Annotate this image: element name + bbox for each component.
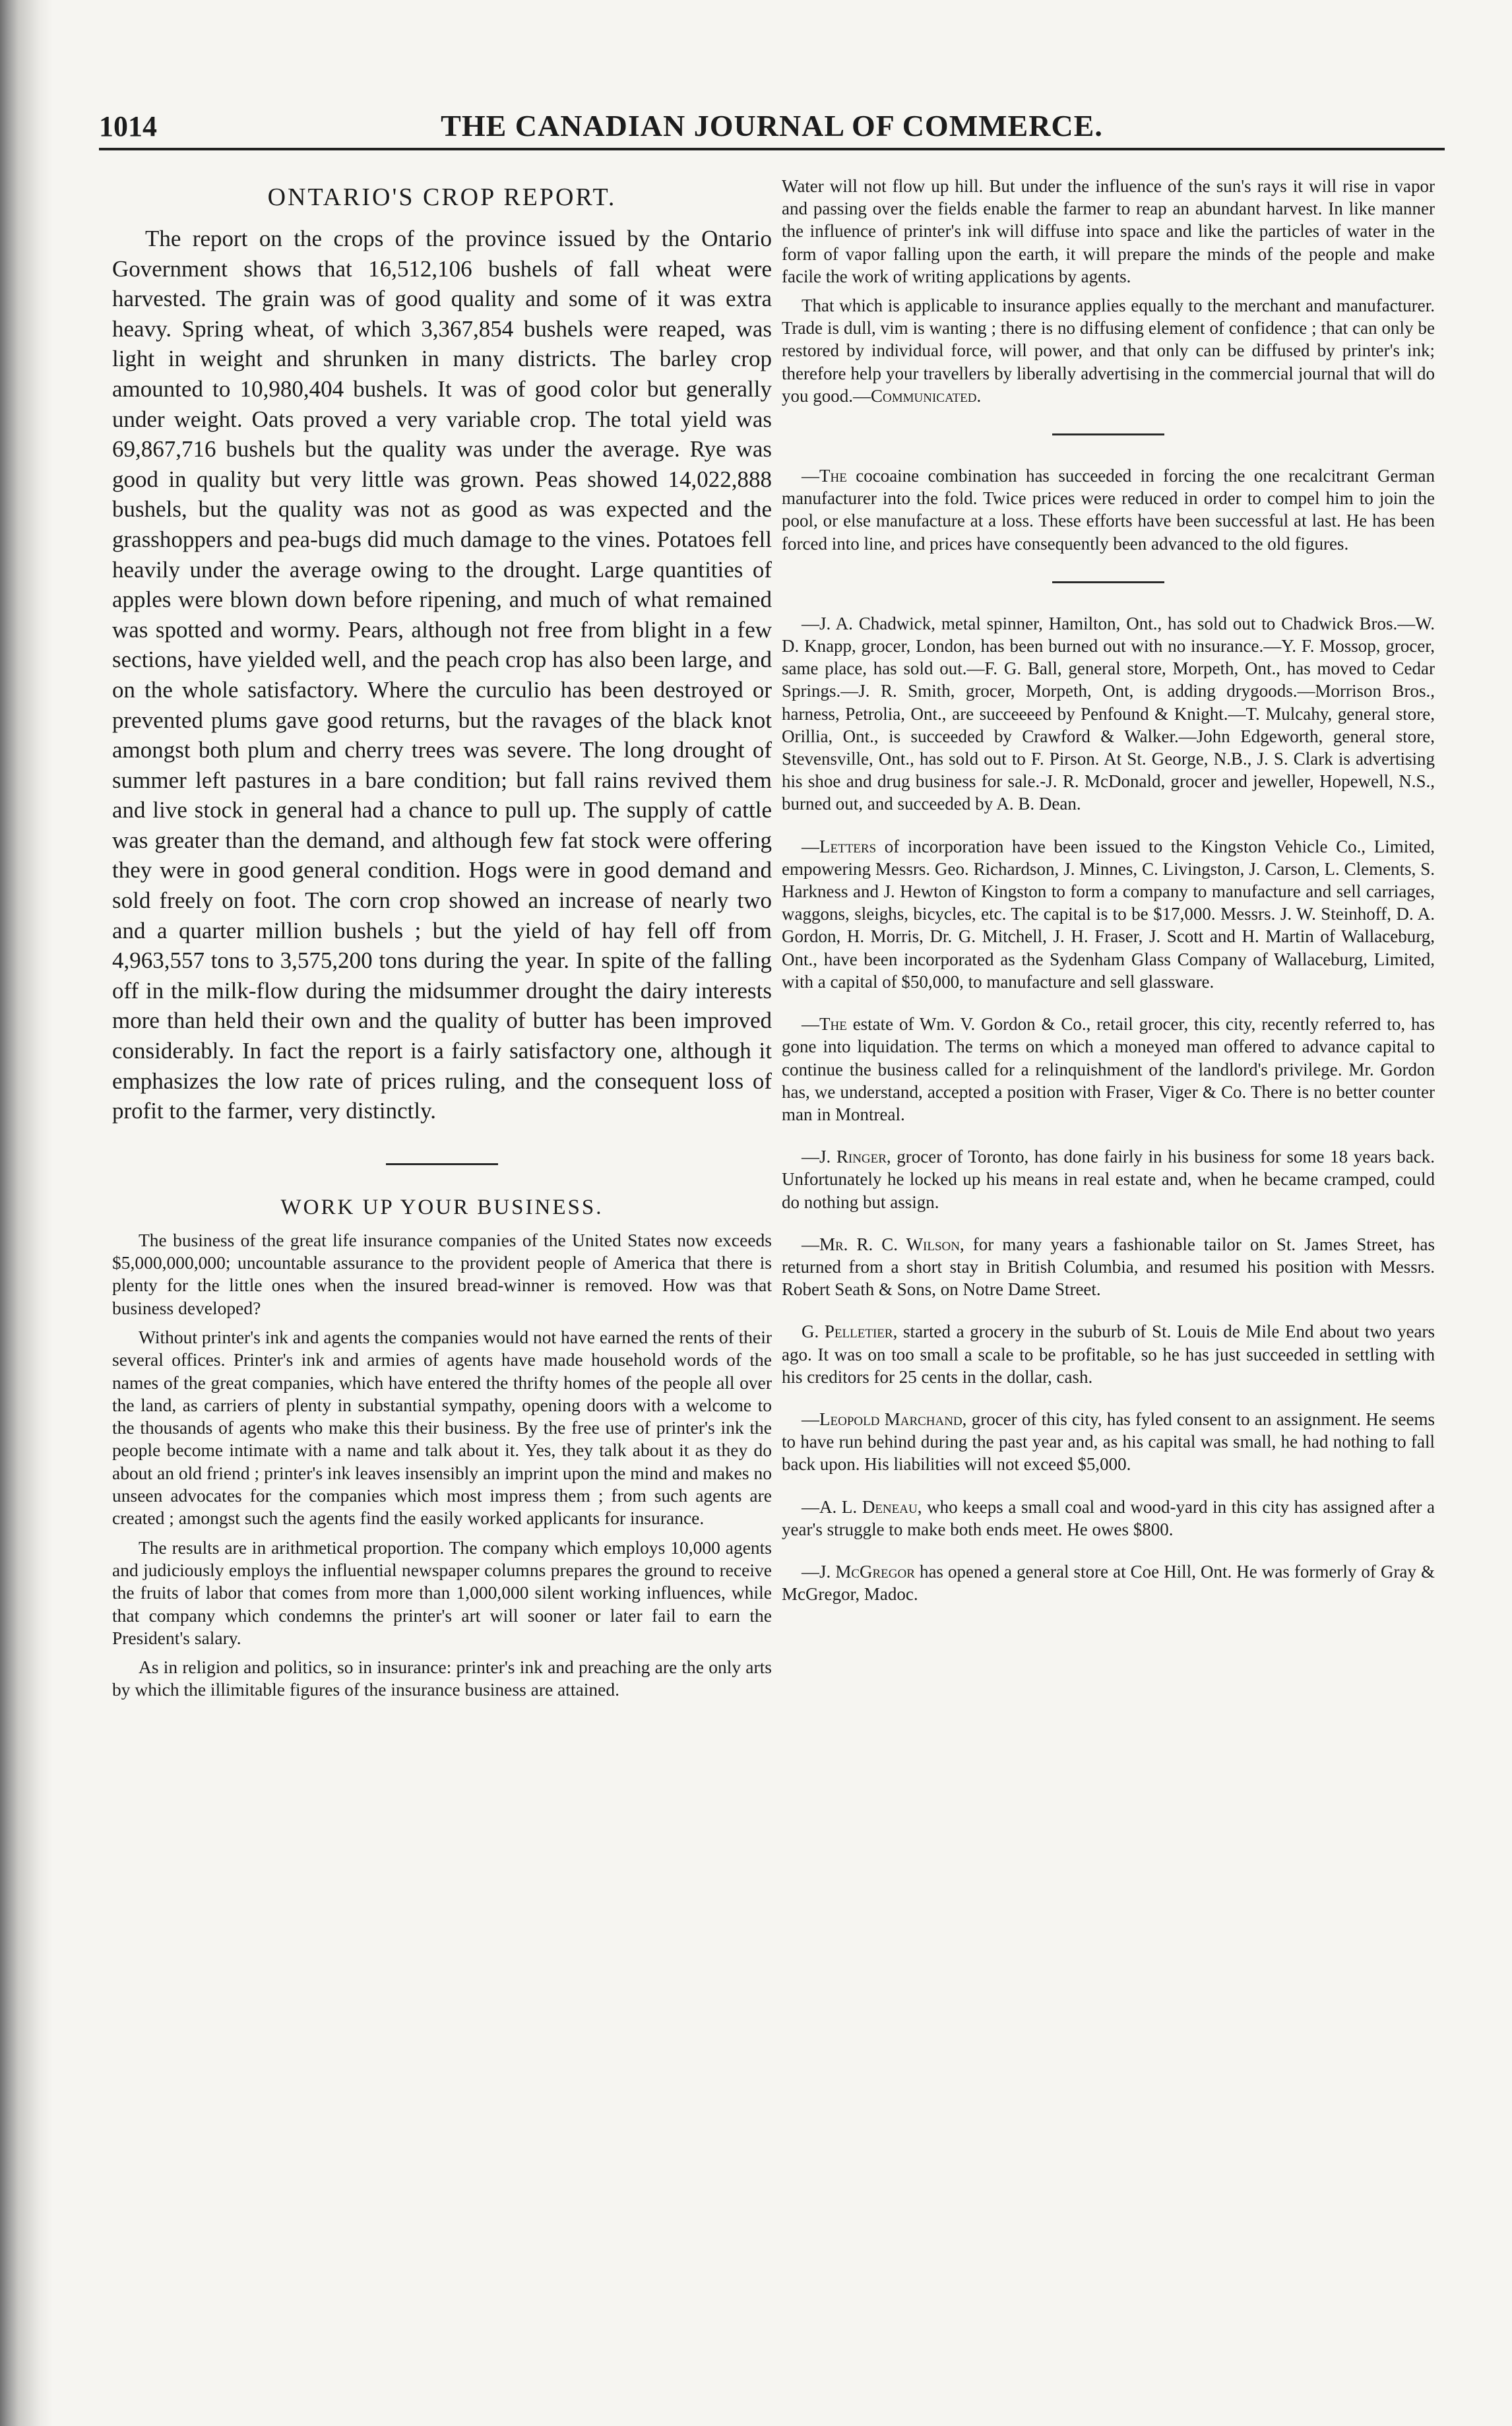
marchand-item (782, 1408, 1435, 1476)
gordon-lead: —The (802, 1014, 847, 1035)
cocoaine-lead: —The (802, 466, 847, 486)
wilson-item (782, 1233, 1435, 1301)
gordon-text: estate of Wm. V. Gordon & Co., retail grocer, this city, recently referred to, has gone into liquidation. The terms on which a moneyed man offered to advance capital to continue the business called for a relinquishment of the landlord's privilege. Mr. Gordon has, we understand, accepted a position with Fraser, Viger & Co. There is no better counter man in Montreal. (782, 1014, 1435, 1124)
pelletier-text: started a grocery in the suburb of St. Louis de Mile End about two years ago. It was on too small a scale to be profitable, so he has just succeeded in settling with his creditors for 25 cents in the dollar, cash. (782, 1322, 1435, 1387)
work-up-continuation-2 (782, 294, 1435, 407)
ringer-lead: —J. Ringer, (802, 1147, 891, 1167)
work-up-paragraph-3: The results are in arithmetical proportion. The company which employs 10,000 agents and judiciously employs the influential newspaper columns prepares the ground to receive the fruits of labor that comes from more than 1,000,000 silent working influences, while that company which condemns the printer's art will sooner or later fail to earn the President's salary. (112, 1537, 772, 1648)
deneau-item (782, 1496, 1435, 1541)
binding-shadow (0, 0, 53, 2426)
ringer-text: grocer of Toronto, has done fairly in his business for some 18 years back. Unfortunately he locked up his means in real estate and, when he became cramped, could do nothing but assign. (782, 1147, 1435, 1212)
page-number: 1014 (99, 110, 157, 143)
work-up-continuation-2-text: That which is applicable to insurance applies equally to the merchant and manufacturer. Trade is dull, vim is wanting ; there is no diffusing element of confidence ; that can only be restored by individual force, will power, and that only can be diffused by printer's ink; therefore help your travellers by liberally advertising in the commercial journal that will do you good. (782, 296, 1435, 406)
crop-report-heading: ONTARIO'S CROP REPORT. (267, 183, 617, 211)
cocoaine-item (782, 464, 1435, 555)
pelletier-lead: G. Pelletier, (802, 1322, 898, 1342)
page-header (99, 104, 1445, 150)
deneau-lead: —A. L. Deneau, (802, 1496, 922, 1517)
left-column (112, 175, 772, 1702)
wilson-lead: —Mr. R. C. Wilson, (802, 1234, 964, 1254)
work-up-heading: WORK UP YOUR BUSINESS. (280, 1195, 604, 1219)
right-column (782, 175, 1435, 1605)
article-separator (1052, 581, 1164, 583)
work-up-continuation-1: Water will not flow up hill. But under the influence of the sun's rays it will rise in vapor and passing over the fields enable the farmer to reap an abundant harvest. In like manner the influence of printer's ink will diffuse into space and like the particles of water in the form of vapor falling upon the earth, it will prepare the minds of the people and make facile the work of writing applications by agents. (782, 176, 1435, 286)
work-up-signoff: —Communicated. (853, 385, 982, 406)
work-up-paragraph-4: As in religion and politics, so in insurance: printer's ink and preaching are the only arts by which the illimitable figures of the insurance business are attained. (112, 1657, 772, 1700)
pelletier-item (782, 1320, 1435, 1388)
mcgregor-text: has opened a general store at Coe Hill, Ont. He was formerly of Gray & McGregor, Madoc. (782, 1561, 1435, 1605)
marchand-lead: —Leopold Marchand, (802, 1409, 967, 1429)
work-up-paragraph-1: The business of the great life insurance companies of the United States now exceeds $5,000,000,000; uncountable assurance to the provident people of America that there is plenty for the little ones when the insured bread-winner is removed. How was that business developed? (112, 1229, 772, 1318)
deneau-text: who keeps a small coal and wood-yard in this city has assigned after a year's struggle to make both ends meet. He owes $800. (782, 1496, 1435, 1539)
letters-text: of incorporation have been issued to the Kingston Vehicle Co., Limited, empowering Messrs. Geo. Richardson, J. Minnes, C. Livingston, J. Carson, L. Clements, S. Harkness and J. Hewton of Kingston to form a company to manufacture and sell carriages, waggons, sleighs, bicycles, etc. The capital is to be $17,000. Messrs. J. W. Steinhoff, D. A. Gordon, H. Morris, Dr. G. Mitchell, J. H. Fraser, J. Scott and H. Martin of Wallaceburg, Ont., have been incorporated as the Sydenham Glass Company of Wallaceburg, Limited, with a capital of $50,000, to manufacture and sell glassware. (782, 836, 1435, 992)
work-up-paragraph-2: Without printer's ink and agents the companies would not have earned the rents of their several offices. Printer's ink and armies of agents have made household words of the names of the great companies, which have entered the thrifty homes of the people all over the land, as carriers of plenty in substantial sympathy, opening doors with a welcome to the thousands of agents who make this their business. By the free use of printer's ink the people become intimate with a name and talk about it. Yes, they talk about it as they do about an old friend ; printer's ink leaves insensibly an imprint upon the mind and makes no unseen advocates for the companies which most impress them ; from such agents are created ; amongst such the agents find the easily worked applicants for insurance. (112, 1327, 772, 1529)
wilson-text: for many years a fashionable tailor on St. James Street, has returned from a short stay in British Columbia, and resumed his position with Messrs. Robert Seath & Sons, on Notre Dame Street. (782, 1234, 1435, 1300)
crop-report-paragraph: The report on the crops of the province issued by the Ontario Government shows that 16,512,106 bushels of fall wheat were harvested. The grain was of good quality and some of it was extra heavy. Spring wheat, of which 3,367,854 bushels were reaped, was light in weight and shrunken in many districts. The barley crop amounted to 10,980,404 bushels. It was of good color but generally under weight. Oats proved a very variable crop. The total yield was 69,867,716 bushels but the quality was under the average. Rye was good in quality but very little was grown. Peas showed 14,022,888 bushels, but the quality was not as good as was expected and the grasshoppers and pea-bugs did much damage to the vines. Potatoes fell heavily under the average owing to the drought. Large quantities of apples were blown down before ripening, and much of what remained was spotted and wormy. Pears, although not free from blight in a few sections, have yielded well, and the peach crop has also been large, and on the whole satisfactory. Where the curculio has been destroyed or prevented plums gave good returns, but the ravages of the black knot amongst both plum and cherry trees was severe. The long drought of summer left pastures in a bare condition; but fall rains revived them and live stock in general had a chance to pull up. The supply of cattle was greater than the demand, and although few fat stock were offering they were in good general condition. Hogs were in good demand and sold freely on foot. The corn crop showed an increase of nearly two and a quarter million bushels ; but the yield of hay fell off from 4,963,557 tons to 3,575,200 tons during the year. In spite of the falling off in the milk-flow during the midsummer drought the dairy interests more than held their own and the quality of butter has been improved considerably. In fact the report is a fairly satisfactory one, although it emphasizes the low rate of prices ruling, and the consequent loss of profit to the farmer, very distinctly. (112, 226, 772, 1124)
header-rule (99, 148, 1445, 150)
letters-incorporation-item (782, 835, 1435, 993)
business-changes-item: —J. A. Chadwick, metal spinner, Hamilton, Ont., has sold out to Chadwick Bros.—W. D. Knapp, grocer, London, has been burned out with no insurance.—Y. F. Mossop, grocer, same place, has sold out.—F. G. Ball, general store, Morpeth, Ont., has moved to Cedar Springs.—J. R. Smith, grocer, Morpeth, Ont, is adding drygoods.—Morrison Bros., harness, Petrolia, Ont., are succeeeed by Penfound & Knight.—T. Mulcahy, general store, Orillia, Ont., is succeeded by Crawford & Walker.—John Edgeworth, general store, Stevensville, Ont., has sold out to F. Pirson. At St. George, N.B., J. S. Clark is advertising his shoe and drug business for sale.-J. R. McDonald, grocer and jeweller, Hopewell, N.S., burned out, and succeeded by A. B. Dean. (782, 613, 1435, 814)
ringer-item (782, 1145, 1435, 1213)
journal-title: THE CANADIAN JOURNAL OF COMMERCE. (441, 109, 1103, 143)
mcgregor-lead: —J. McGregor (802, 1561, 915, 1581)
mcgregor-item (782, 1560, 1435, 1605)
marchand-text: grocer of this city, has fyled consent to an assignment. He seems to have run behind during the past year and, as his capital was small, he had nothing to fall back upon. His liabilities will not exceed $5,000. (782, 1409, 1435, 1475)
work-up-article (112, 1229, 772, 1702)
article-separator (386, 1163, 498, 1165)
cocoaine-text: cocoaine combination has succeeded in forcing the one recalcitrant German manufacturer into the fold. Twice prices were reduced in order to compel him to join the pool, or else manufacture at a loss. These efforts have been successful at last. He has been forced into line, and prices have consequently been advanced to the old figures. (782, 466, 1435, 554)
crop-report-article (112, 224, 772, 1126)
letters-lead: —Letters (802, 836, 877, 856)
article-separator (1052, 433, 1164, 435)
gordon-estate-item (782, 1013, 1435, 1126)
